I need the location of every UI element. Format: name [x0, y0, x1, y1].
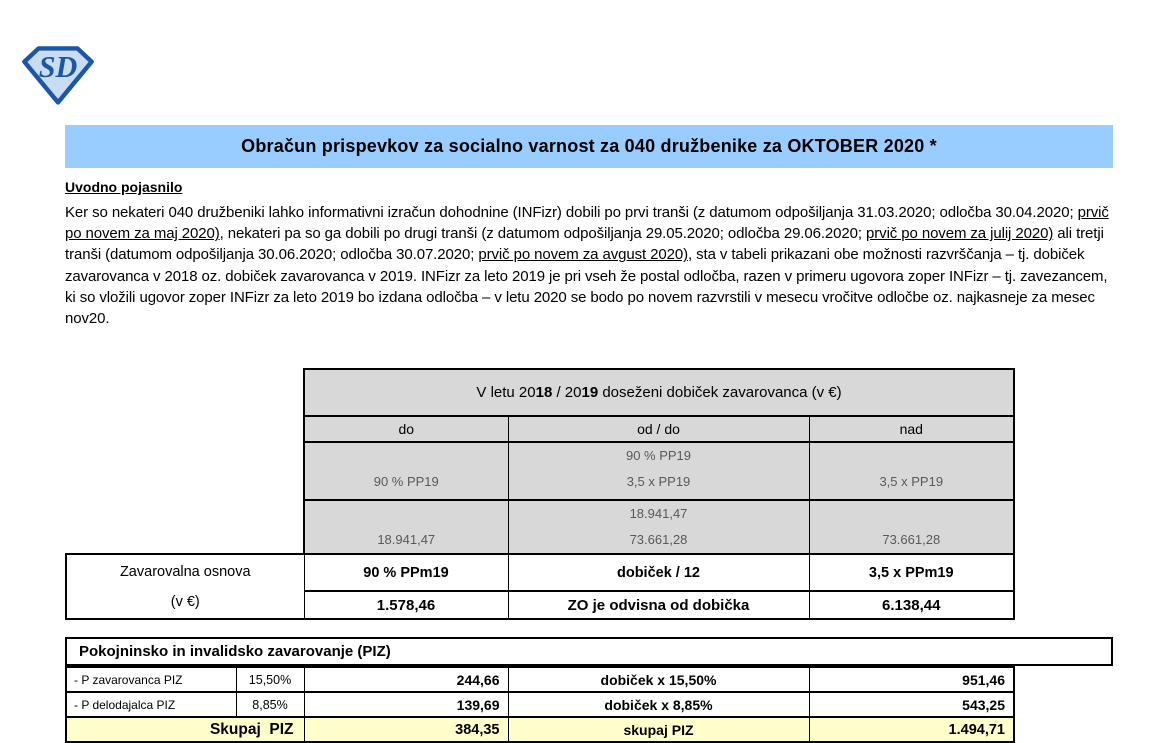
piz-amount-nad: 951,46: [809, 667, 1014, 692]
piz-formula: dobiček x 8,85%: [508, 692, 809, 717]
base-value-nad: 6.138,44: [809, 591, 1014, 619]
piz-section-box: [65, 637, 1113, 666]
piz-amount-do: 139,69: [304, 692, 508, 717]
piz-row: [66, 692, 1014, 717]
base-formula-nad: 3,5 x PPm19: [809, 554, 1014, 591]
intro-segment: , sta v tabeli prikazani obe možnosti razvrščanja – tj. dobiček zavarovanca v 2018 oz. dobiček zavarovanca v 2019. INFizr za leto 2019 je pri vseh že postal odločba, razen v primeru ugovora zoper INFizr – tj. zavezancem, ki so vložili ugovor zoper INFizr za leto 2019 bo izdana odločba – v letu 2020 se bodo po novem razvrstili v mesecu vročitve odločbe oz. najkasneje za mesec nov20.: [65, 246, 1108, 328]
range-amount-do: 18.941,47: [304, 500, 508, 558]
base-label: Zavarovalna osnova (v €): [66, 554, 304, 619]
piz-row-label: - P zavarovanca PIZ: [66, 667, 236, 692]
range-formula-oddo: 90 % PP19 3,5 x PP19: [508, 442, 809, 500]
range-col-header-nad: nad: [809, 416, 1014, 442]
intro-segment: Ker so nekateri 040 družbeniki lahko informativni izračun dohodnine (INFizr) dobili po prvi tranši (z datumom odpošiljanja 31.03.2020; odločba 30.04.2020;: [65, 204, 1078, 221]
piz-amount-do: 244,66: [304, 667, 508, 692]
logo-letters: SD: [38, 49, 78, 84]
range-amount-nad: 73.661,28: [809, 500, 1014, 558]
intro-segment-underlined: prvič po novem za maj 2020): [65, 204, 1109, 243]
range-amount-oddo: 18.941,47 73.661,28: [508, 500, 809, 558]
piz-row-rate: 15,50%: [236, 667, 304, 692]
piz-total-label: Skupaj PIZ: [66, 717, 304, 742]
piz-total-row: [66, 717, 1014, 742]
range-col-header-oddo: od / do: [508, 416, 809, 442]
range-col-header-do: do: [304, 416, 508, 442]
piz-formula: dobiček x 15,50%: [508, 667, 809, 692]
logo-shield-icon: [18, 44, 98, 106]
piz-section-title: Pokojninsko in invalidsko zavarovanje (PIZ): [79, 643, 391, 660]
page-title: Obračun prispevkov za socialno varnost za 040 družbenike za OKTOBER 2020 *: [241, 136, 937, 156]
intro-segment-underlined: prvič po novem za julij 2020): [866, 225, 1054, 243]
base-value-do: 1.578,46: [304, 591, 508, 619]
base-value-oddo: ZO je odvisna od dobička: [508, 591, 809, 619]
intro-segment-underlined: prvič po novem za avgust 2020): [478, 246, 688, 264]
insurance-base-table: [65, 553, 1015, 620]
range-table-title: V letu 2018 / 2019 doseženi dobiček zavarovanca (v €): [304, 369, 1014, 416]
piz-amount-nad: 543,25: [809, 692, 1014, 717]
piz-table: [65, 666, 1015, 743]
range-formula-do: 90 % PP19: [304, 442, 508, 500]
range-formula-nad: 3,5 x PP19: [809, 442, 1014, 500]
profit-range-table: [303, 368, 1015, 559]
piz-row: [66, 667, 1014, 692]
base-formula-oddo: dobiček / 12: [508, 554, 809, 591]
piz-total-amount-nad: 1.494,71: [809, 717, 1014, 742]
base-formula-do: 90 % PPm19: [304, 554, 508, 591]
title-bar: [65, 125, 1113, 168]
piz-total-amount-do: 384,35: [304, 717, 508, 742]
intro-heading: Uvodno pojasnilo: [65, 179, 183, 195]
piz-total-formula: skupaj PIZ: [508, 717, 809, 742]
intro-segment: ali tretji tranši (datumom odpošiljanja 30.06.2020; odločba 30.07.2020;: [65, 225, 1104, 264]
piz-row-rate: 8,85%: [236, 692, 304, 717]
piz-row-label: - P delodajalca PIZ: [66, 692, 236, 717]
intro-segment: , nekateri pa so ga dobili po drugi tranši (z datumom odpošiljanja 29.05.2020; odločba 29.06.2020;: [219, 225, 867, 243]
intro-paragraph: [65, 202, 1113, 329]
sd-logo: [18, 44, 98, 106]
